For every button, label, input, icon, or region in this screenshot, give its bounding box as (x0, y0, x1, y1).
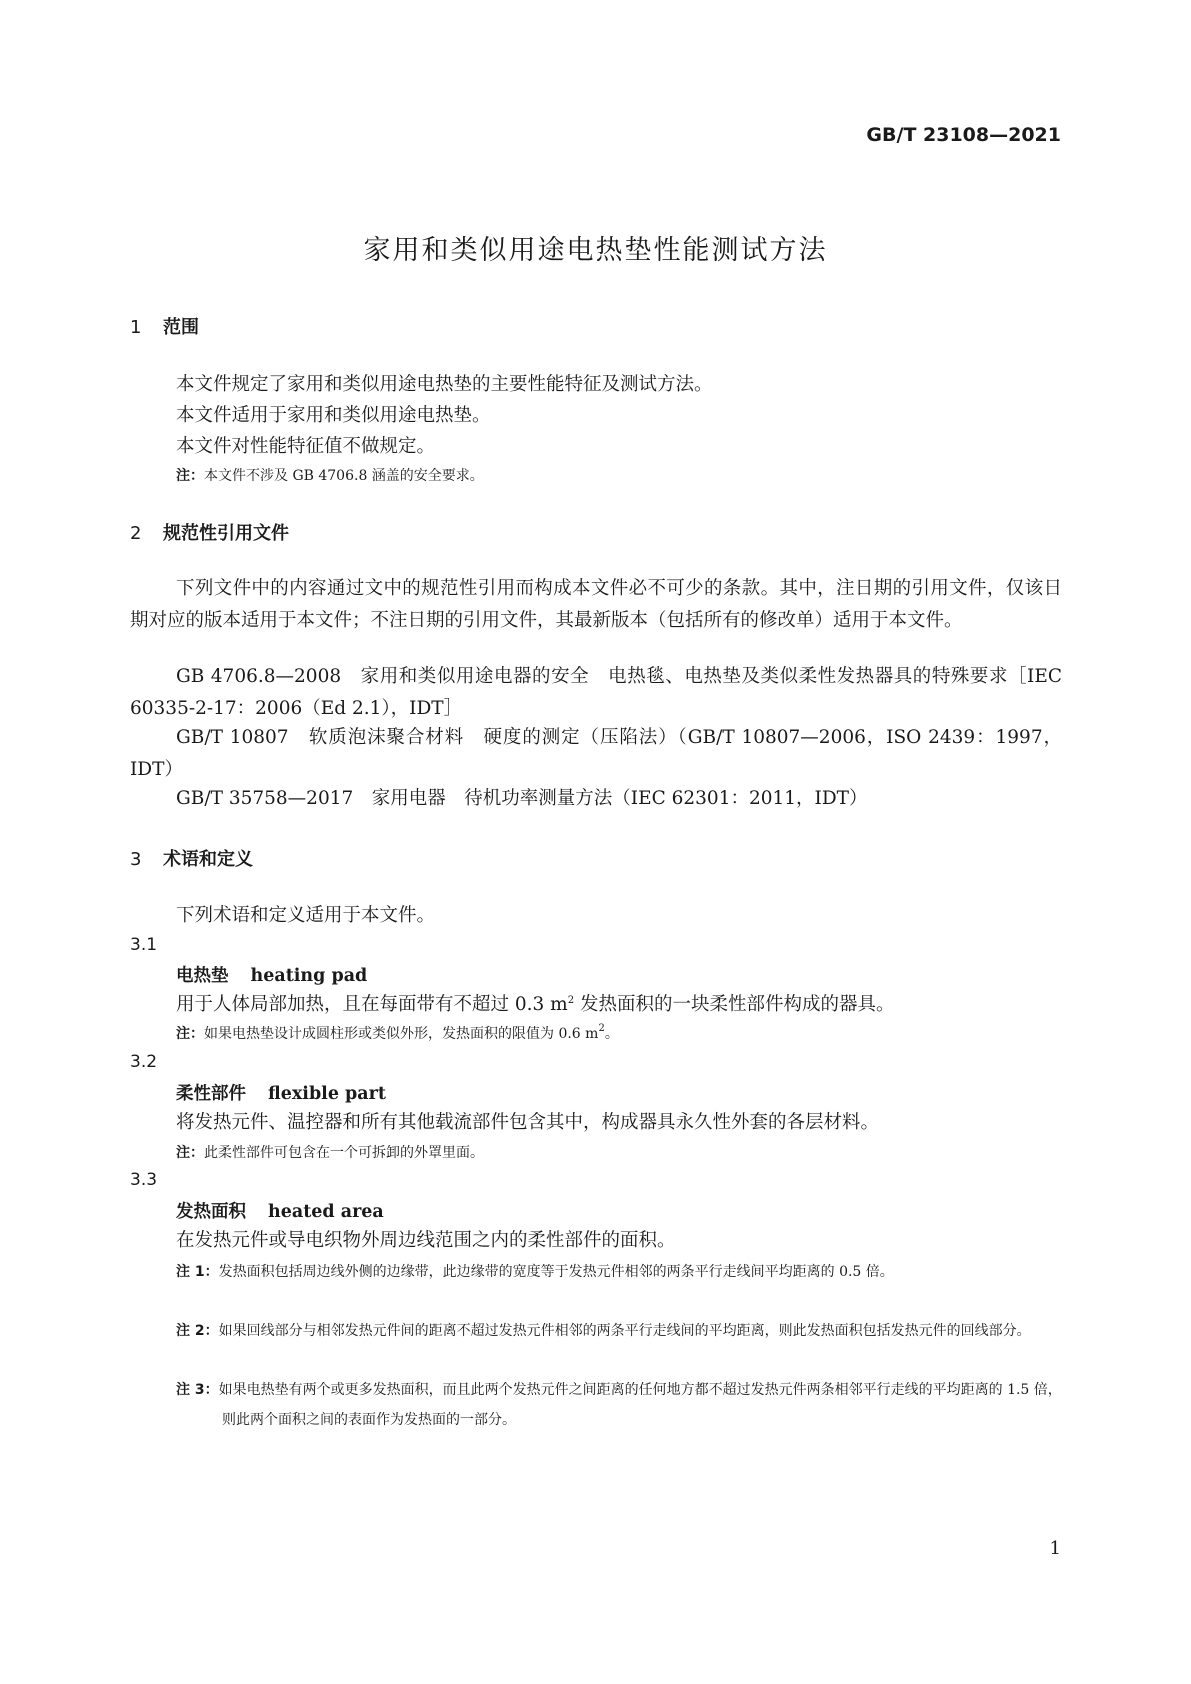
term-zh: 发热面积 (176, 1202, 246, 1222)
paragraph: 下列文件中的内容通过文中的规范性引用而构成本文件必不可少的条款。其中，注日期的引用文件，仅该日期对应的版本适用于本文件；不注日期的引用文件，其最新版本（包括所有的修改单）适用于本文件。 (130, 578, 1062, 631)
section-title: 规范性引用文件 (163, 523, 289, 544)
note (176, 1316, 1062, 1346)
term-number: 3.2 (130, 1052, 158, 1072)
page-number: 1 (1049, 1538, 1061, 1559)
term-definition: 在发热元件或导电织物外周边线范围之内的柔性部件的面积。 (176, 1230, 676, 1251)
note (176, 1023, 619, 1043)
section-title: 术语和定义 (163, 849, 253, 870)
superscript: 2 (598, 1023, 605, 1034)
standard-number: GB/T 23108—2021 (866, 124, 1061, 146)
document-title: 家用和类似用途电热垫性能测试方法 (363, 235, 828, 266)
note (176, 1257, 1062, 1287)
section-1-heading (130, 313, 199, 339)
term-zh: 柔性部件 (176, 1084, 246, 1104)
reference-entry: GB/T 35758—2017 家用电器 待机功率测量方法（IEC 62301：2011，IDT） (176, 788, 868, 809)
note (176, 465, 484, 485)
note-text: 本文件不涉及 GB 4706.8 涵盖的安全要求。 (204, 468, 484, 484)
note-text: 如果回线部分与相邻发热元件间的距离不超过发热元件相邻的两条平行走线间的平均距离，则此发热面积包括发热元件的回线部分。 (218, 1323, 1031, 1339)
note-label: 注： (176, 1145, 204, 1161)
paragraph: 下列术语和定义适用于本文件。 (176, 905, 436, 926)
term-zh: 电热垫 (176, 966, 229, 986)
note-label: 注： (176, 1026, 204, 1042)
section-title: 范围 (163, 317, 199, 338)
term-number: 3.1 (130, 935, 158, 955)
term-definition (176, 990, 895, 1016)
section-3-heading (130, 845, 253, 871)
note-text: 此柔性部件可包含在一个可拆卸的外罩里面。 (204, 1145, 484, 1161)
note-label: 注 3： (176, 1382, 219, 1398)
note-text: 发热面积包括周边线外侧的边缘带，此边缘带的宽度等于发热元件相邻的两条平行走线间平均距离的 0.5 倍。 (218, 1264, 894, 1280)
definition-text: 用于人体局部加热，且在每面带有不超过 0.3 m (176, 994, 568, 1015)
section-number: 3 (130, 849, 142, 870)
reference-entry: GB 4706.8—2008 家用和类似用途电器的安全 电热毯、电热垫及类似柔性发热器具的特殊要求［IEC 60335-2-17：2006（Ed 2.1），IDT］ (130, 666, 1062, 719)
note-text: 如果电热垫有两个或更多发热面积，而且此两个发热元件之间距离的任何地方都不超过发热元件两条相邻平行走线的平均距离的 1.5 倍，则此两个面积之间的表面作为发热面的一部分。 (218, 1382, 1062, 1428)
paragraph: 本文件适用于家用和类似用途电热垫。 (176, 405, 491, 426)
term-heading (176, 1198, 384, 1223)
term-definition: 将发热元件、温控器和所有其他载流部件包含其中，构成器具永久性外套的各层材料。 (176, 1112, 880, 1133)
section-number: 1 (130, 317, 142, 338)
note (176, 1142, 484, 1162)
term-en: heating pad (250, 966, 368, 986)
reference-entry: GB/T 10807 软质泡沫聚合材料 硬度的测定（压陷法）（GB/T 10807—2006，ISO 2439：1997，IDT） (130, 727, 1062, 780)
note-text: 如果电热垫设计成圆柱形或类似外形，发热面积的限值为 0.6 m (204, 1026, 599, 1042)
paragraph: 本文件对性能特征值不做规定。 (176, 436, 436, 457)
term-en: heated area (268, 1202, 384, 1222)
note-label: 注： (176, 468, 204, 484)
paragraph: 本文件规定了家用和类似用途电热垫的主要性能特征及测试方法。 (176, 374, 713, 395)
term-en: flexible part (268, 1084, 386, 1104)
note-label: 注 1： (176, 1264, 219, 1280)
superscript: 2 (567, 995, 575, 1006)
note-text: 。 (604, 1026, 619, 1042)
term-heading (176, 1080, 386, 1105)
section-number: 2 (130, 523, 142, 544)
definition-text: 发热面积的一块柔性部件构成的器具。 (574, 994, 895, 1015)
section-2-heading (130, 519, 289, 545)
term-heading (176, 962, 367, 987)
term-number: 3.3 (130, 1170, 158, 1190)
note-label: 注 2： (176, 1323, 219, 1339)
note (176, 1375, 1062, 1435)
